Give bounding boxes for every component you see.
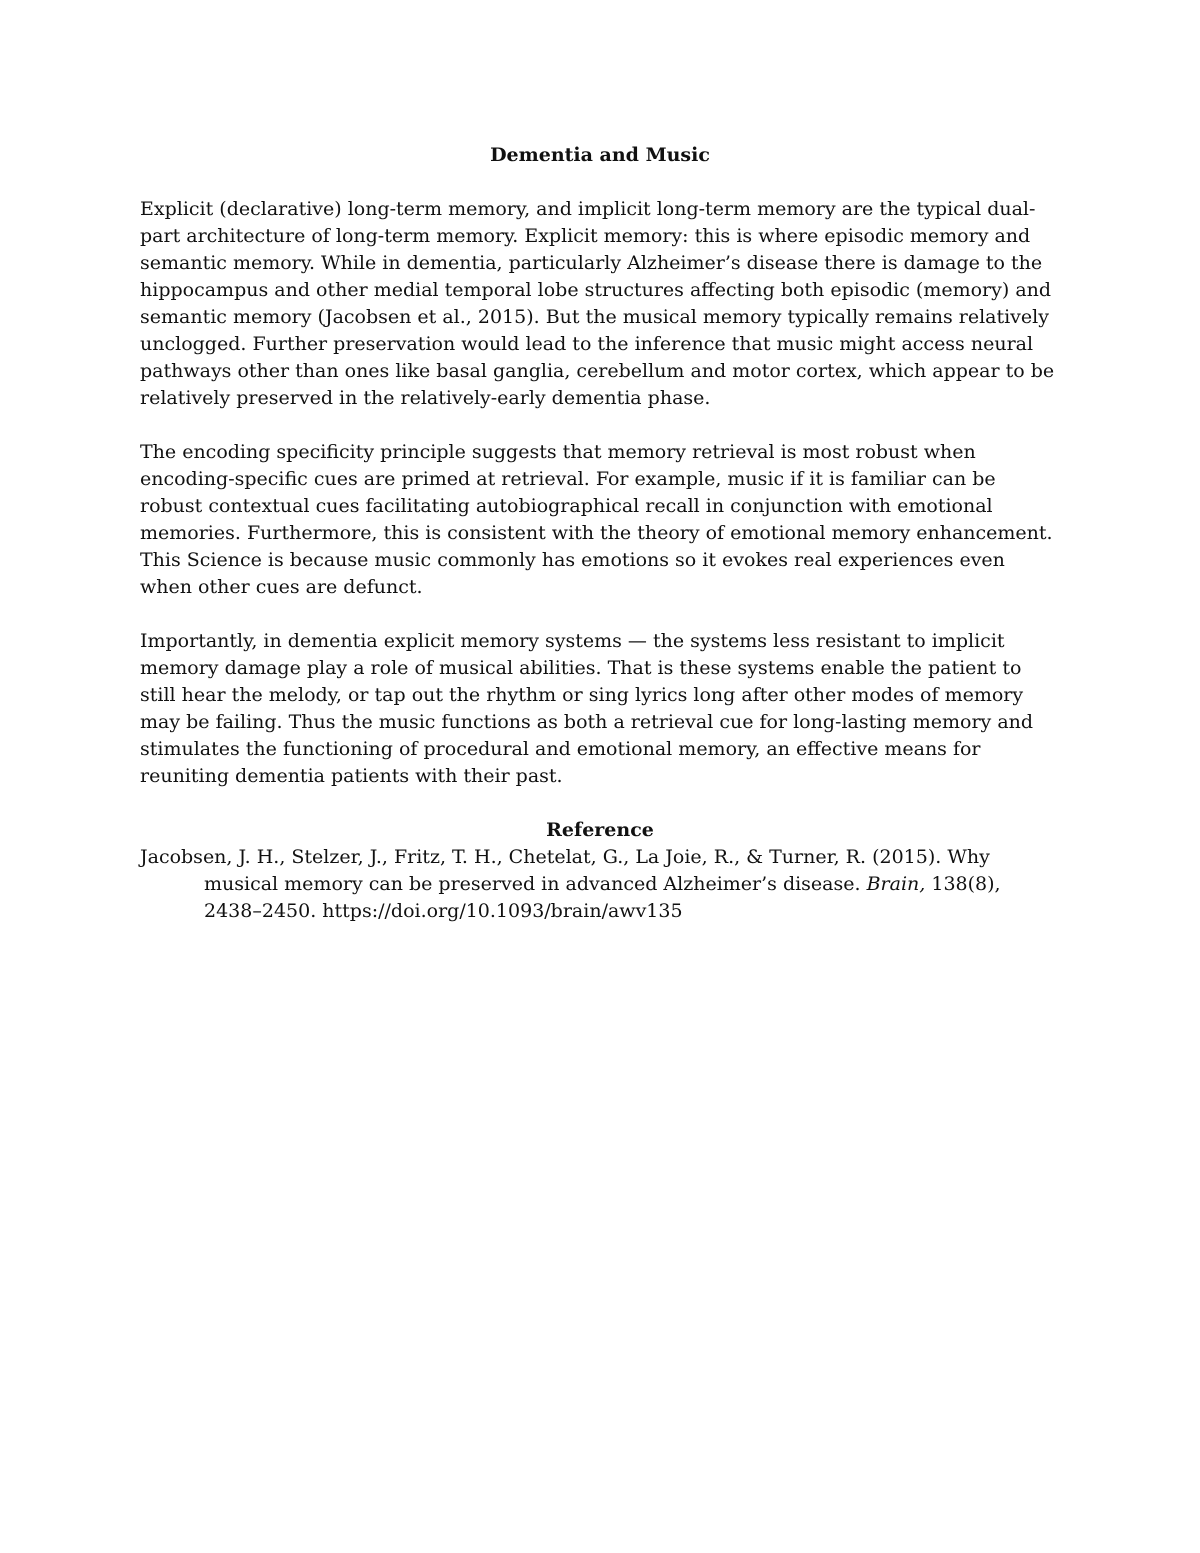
reference-authors-title: Jacobsen, J. H., Stelzer, J., Fritz, T. H., Chetelat, G., La Joie, R., & Turner, R. (2015). Why musical memory can be preserved in advanced Alzheimer’s disease. xyxy=(140,846,990,895)
reference-details: 138(8), 2438–2450. https://doi.org/10.1093/brain/awv135 xyxy=(204,873,1001,922)
reference-heading: Reference xyxy=(546,819,654,841)
document-body xyxy=(140,142,1060,925)
paragraph-explicit-memory: Explicit (declarative) long-term memory, and implicit long-term memory are the typical dual-part architecture of long-term memory. Explicit memory: this is where episodic memory and semantic memory. While in dementia, particularly Alzheimer’s disease there is damage to the hippocampus and other medial temporal lobe structures affecting both episodic (memory) and semantic memory (Jacobsen et al., 2015). But the musical memory typically remains relatively unclogged. Further preservation would lead to the inference that music might access neural pathways other than ones like basal ganglia, cerebellum and motor cortex, which appear to be relatively preserved in the relatively-early dementia phase. xyxy=(140,198,1055,409)
reference-journal: Brain, xyxy=(866,873,926,895)
reference-entry xyxy=(140,844,1060,925)
paragraph-encoding-specificity: The encoding specificity principle suggests that memory retrieval is most robust when encoding-specific cues are primed at retrieval. For example, music if it is familiar can be robust contextual cues facilitating autobiographical recall in conjunction with emotional memories. Furthermore, this is consistent with the theory of emotional memory enhancement. This Science is because music commonly has emotions so it evokes real experiences even when other cues are defunct. xyxy=(140,441,1053,598)
paragraph-implicit-memory: Importantly, in dementia explicit memory systems — the systems less resistant to implicit memory damage play a role of musical abilities. That is these systems enable the patient to still hear the melody, or tap out the rhythm or sing lyrics long after other modes of memory may be failing. Thus the music functions as both a retrieval cue for long-lasting memory and stimulates the functioning of procedural and emotional memory, an effective means for reuniting dementia patients with their past. xyxy=(140,630,1034,787)
document-title: Dementia and Music xyxy=(490,144,710,166)
